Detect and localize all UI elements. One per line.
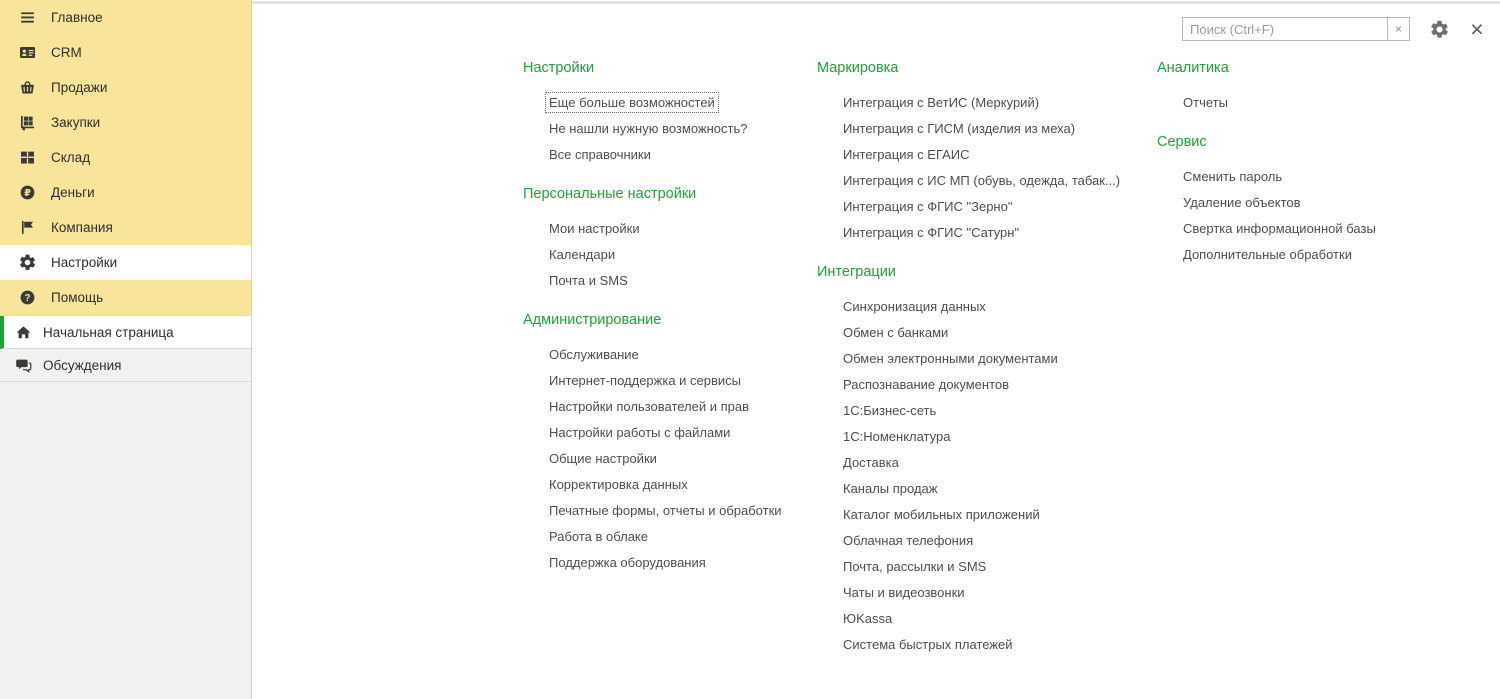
menu-item[interactable] — [545, 92, 817, 118]
menu-item-label: Настройки работы с файлами — [549, 425, 731, 440]
menu-item-label: Обслуживание — [549, 347, 639, 362]
content-area — [252, 0, 1500, 699]
svg-text:₽: ₽ — [23, 187, 31, 199]
menu-section — [523, 184, 817, 296]
menu-item-label: Интеграция с ФГИС "Зерно" — [843, 199, 1013, 214]
menu-item[interactable] — [545, 218, 817, 244]
menu-item[interactable] — [839, 582, 1157, 608]
sidebar-filler — [0, 382, 251, 699]
settings-gear-icon[interactable] — [1427, 17, 1451, 41]
sidebar-item-kompaniya[interactable] — [0, 210, 251, 245]
menu-item-label: Доставка — [843, 455, 899, 470]
section-items — [1157, 166, 1380, 270]
menu-item-label: Система быстрых платежей — [843, 637, 1013, 652]
menu-item[interactable] — [839, 196, 1157, 222]
menu-item-label: Работа в облаке — [549, 529, 648, 544]
sidebar — [0, 0, 252, 699]
sidebar-item-obsuzhdeniya[interactable] — [0, 349, 251, 382]
section-items — [523, 92, 817, 170]
menu-item-label: Дополнительные обработки — [1183, 247, 1352, 262]
menu-item-label: Чаты и видеозвонки — [843, 585, 965, 600]
sidebar-item-label: Помощь — [51, 290, 104, 305]
warehouse-icon — [17, 148, 37, 168]
menu-section — [523, 310, 817, 578]
menu-item-label: Каналы продаж — [843, 481, 938, 496]
menu-item-label: Синхронизация данных — [843, 299, 986, 314]
section-title[interactable]: Администрирование — [523, 312, 662, 328]
menu-item-label: 1С:Бизнес-сеть — [843, 403, 937, 418]
section-title[interactable]: Маркировка — [817, 60, 899, 76]
menu-item[interactable] — [839, 530, 1157, 556]
search-input[interactable] — [1182, 17, 1387, 41]
menu-item-label: Еще больше возможностей — [545, 92, 719, 113]
menu-item[interactable] — [1179, 166, 1380, 192]
close-icon[interactable]: × — [1465, 17, 1489, 41]
section-title[interactable]: Персональные настройки — [523, 186, 697, 202]
menu-item-label: Обмен с банками — [843, 325, 949, 340]
menu-item-label: Почта и SMS — [549, 273, 628, 288]
menu-section — [1157, 58, 1380, 118]
menu-column-1 — [523, 58, 817, 674]
menu-item-label: ЮKassa — [843, 611, 893, 626]
menu-item[interactable] — [839, 144, 1157, 170]
menu-item[interactable] — [545, 270, 817, 296]
menu-item[interactable] — [545, 244, 817, 270]
menu-item[interactable] — [839, 608, 1157, 634]
menu-item[interactable] — [545, 118, 817, 144]
menu-item[interactable] — [545, 448, 817, 474]
menu-item[interactable] — [839, 118, 1157, 144]
section-title[interactable]: Интеграции — [817, 264, 896, 280]
menu-item-label: Интеграция с ФГИС "Сатурн" — [843, 225, 1020, 240]
sidebar-item-crm[interactable] — [0, 35, 251, 70]
sidebar-item-label: Обсуждения — [43, 357, 122, 373]
menu-section — [817, 262, 1157, 660]
menu-item[interactable] — [839, 452, 1157, 478]
chat-icon — [13, 355, 33, 375]
search-clear-icon[interactable]: × — [1387, 17, 1410, 41]
section-items — [817, 296, 1157, 660]
sidebar-item-dengi[interactable] — [0, 175, 251, 210]
menu-item[interactable] — [545, 474, 817, 500]
sidebar-item-sklad[interactable] — [0, 140, 251, 175]
sidebar-item-glavnoe[interactable] — [0, 0, 251, 35]
menu-item[interactable] — [839, 374, 1157, 400]
menu-item-label: Интеграция с ВетИС (Меркурий) — [843, 95, 1040, 110]
menu-item-label: Календари — [549, 247, 616, 262]
sidebar-item-prodazhi[interactable] — [0, 70, 251, 105]
gear-icon — [17, 253, 37, 273]
menu-item-label: Корректировка данных — [549, 477, 688, 492]
menu-item-label: Все справочники — [549, 147, 651, 162]
ruble-icon — [17, 183, 37, 203]
sidebar-item-label: Компания — [51, 220, 113, 235]
menu-item[interactable] — [839, 92, 1157, 118]
menu-item-label: Сменить пароль — [1183, 169, 1283, 184]
search-box — [1182, 17, 1410, 41]
menu-item-label: Не нашли нужную возможность? — [549, 121, 748, 136]
sidebar-item-label: Склад — [51, 150, 91, 165]
sidebar-item-zakupki[interactable] — [0, 105, 251, 140]
sidebar-item-label: Главное — [51, 10, 103, 25]
menu-item-label: Обмен электронными документами — [843, 351, 1058, 366]
cart-icon — [17, 113, 37, 133]
menu-item[interactable] — [545, 552, 817, 578]
menu-item-label: Интеграция с ГИСМ (изделия из меха) — [843, 121, 1076, 136]
menu-item-label: Почта, рассылки и SMS — [843, 559, 987, 574]
menu-item-label: Облачная телефония — [843, 533, 974, 548]
svg-text:?: ? — [23, 292, 31, 304]
sidebar-item-label: Настройки — [51, 255, 118, 270]
settings-menu — [523, 58, 1380, 674]
flag-icon — [17, 218, 37, 238]
sidebar-item-label: Деньги — [51, 185, 95, 200]
sidebar-item-label: Начальная страница — [43, 324, 174, 340]
home-icon — [13, 322, 33, 342]
menu-item-label: Распознавание документов — [843, 377, 1010, 392]
section-title[interactable]: Аналитика — [1157, 60, 1229, 76]
menu-item-label: Каталог мобильных приложений — [843, 507, 1040, 522]
sidebar-item-nastroyki[interactable] — [0, 245, 251, 280]
menu-item[interactable] — [839, 556, 1157, 582]
menu-column-2 — [817, 58, 1157, 674]
section-title[interactable]: Настройки — [523, 60, 595, 76]
section-items — [523, 218, 817, 296]
crm-icon — [17, 43, 37, 63]
menu-item[interactable] — [545, 422, 817, 448]
menu-item[interactable] — [839, 478, 1157, 504]
sidebar-item-label: Продажи — [51, 80, 108, 95]
menu-item[interactable] — [839, 634, 1157, 660]
content-top-strip — [252, 1, 1500, 4]
menu-item-label: Поддержка оборудования — [549, 555, 706, 570]
menu-item-label: Печатные формы, отчеты и обработки — [549, 503, 782, 518]
menu-icon — [17, 8, 37, 28]
menu-section — [1157, 132, 1380, 270]
menu-item-label: Общие настройки — [549, 451, 657, 466]
menu-item[interactable] — [839, 426, 1157, 452]
section-title[interactable]: Сервис — [1157, 134, 1207, 150]
menu-item[interactable] — [839, 348, 1157, 374]
basket-icon — [17, 78, 37, 98]
menu-item-label: Настройки пользователей и прав — [549, 399, 750, 414]
menu-item[interactable] — [1179, 192, 1380, 218]
menu-item-label: 1С:Номенклатура — [843, 429, 951, 444]
menu-item[interactable] — [839, 222, 1157, 248]
sidebar-item-pomosch[interactable] — [0, 280, 251, 315]
menu-item-label: Отчеты — [1183, 95, 1228, 110]
section-items — [523, 344, 817, 578]
menu-item-label: Интернет-поддержка и сервисы — [549, 373, 742, 388]
section-items — [817, 92, 1157, 248]
sidebar-bottom — [0, 315, 251, 382]
sidebar-item-label: CRM — [51, 45, 82, 60]
menu-item[interactable] — [1179, 218, 1380, 244]
menu-item[interactable] — [545, 344, 817, 370]
sidebar-item-label: Закупки — [51, 115, 101, 130]
sidebar-modules — [0, 0, 251, 315]
menu-item[interactable] — [839, 296, 1157, 322]
menu-item[interactable] — [545, 526, 817, 552]
help-icon — [17, 288, 37, 308]
menu-item[interactable] — [545, 370, 817, 396]
menu-item-label: Свертка информационной базы — [1183, 221, 1376, 236]
menu-item-label: Мои настройки — [549, 221, 640, 236]
menu-item[interactable] — [1179, 244, 1380, 270]
menu-item-label: Интеграция с ЕГАИС — [843, 147, 970, 162]
menu-item[interactable] — [545, 500, 817, 526]
menu-column-3 — [1157, 58, 1380, 674]
menu-item[interactable] — [1179, 92, 1380, 118]
menu-item[interactable] — [839, 504, 1157, 530]
gear-icon — [1429, 19, 1450, 40]
menu-item[interactable] — [839, 170, 1157, 196]
menu-item-label: Интеграция с ИС МП (обувь, одежда, табак...) — [843, 173, 1121, 188]
menu-item-label: Удаление объектов — [1183, 195, 1301, 210]
section-items — [1157, 92, 1380, 118]
menu-item[interactable] — [839, 400, 1157, 426]
menu-section — [817, 58, 1157, 248]
menu-section — [523, 58, 817, 170]
menu-item[interactable] — [839, 322, 1157, 348]
menu-item[interactable] — [545, 396, 817, 422]
topbar — [1182, 17, 1489, 41]
menu-item[interactable] — [545, 144, 817, 170]
sidebar-item-nachalnaya-stranica[interactable] — [0, 316, 251, 349]
